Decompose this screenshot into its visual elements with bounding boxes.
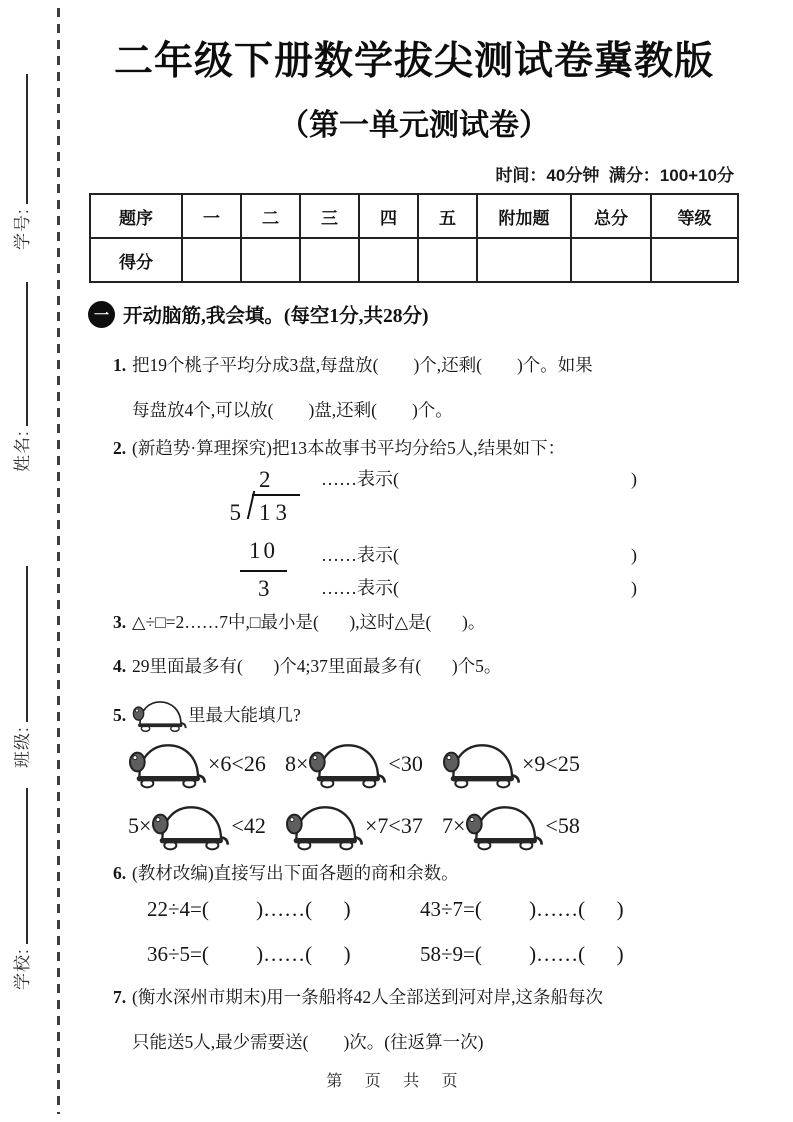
- col-two: 二: [241, 194, 300, 238]
- expression-suffix: <58: [545, 813, 580, 838]
- question-7: [88, 984, 740, 1055]
- student-id-field: [8, 74, 52, 250]
- expression-suffix: <30: [388, 751, 423, 776]
- question-1-line-1: 把19个桃子平均分成3盘,每盘放( )个,还剩( )个。如果: [132, 355, 593, 375]
- turtle-icon: [442, 739, 522, 789]
- question-5: [88, 697, 740, 733]
- turtle-expression: [442, 733, 599, 795]
- section-one-badge: 一: [88, 301, 115, 328]
- section-one-title: 开动脑筋,我会填。(每空1分,共28分): [123, 306, 429, 327]
- question-3-text: △÷□=2……7中,□最小是( ),这时△是( )。: [132, 612, 486, 632]
- score-cell: [359, 238, 418, 282]
- question-6-intro: (教材改编)直接写出下面各题的商和余数。: [132, 863, 459, 883]
- table-header-row: [90, 194, 738, 238]
- score-cell: [418, 238, 477, 282]
- expression-suffix: ×6<26: [208, 751, 266, 776]
- turtle-icon: [308, 739, 388, 789]
- remainder-meaning-label: ……表示(: [321, 578, 399, 598]
- class-label: 班级:: [13, 726, 32, 768]
- expression-suffix: ×9<25: [522, 751, 580, 776]
- question-3: [88, 609, 740, 635]
- paper-subtitle: （第一单元测试卷）: [279, 109, 549, 142]
- question-4-number: 4.: [113, 656, 127, 676]
- student-name-label: 姓名:: [13, 430, 32, 472]
- col-three: 三: [300, 194, 359, 238]
- closing-paren: ): [631, 469, 637, 489]
- division-remainder: 3: [258, 576, 270, 601]
- question-2-number: 2.: [113, 438, 127, 458]
- writing-line: [26, 74, 28, 204]
- score-cell: [241, 238, 300, 282]
- student-id-label: 学号:: [13, 208, 32, 250]
- writing-line: [26, 788, 28, 944]
- equation: 43÷7=( )……( ): [420, 897, 624, 921]
- writing-line: [26, 282, 28, 426]
- score-row: [90, 238, 738, 282]
- turtle-icon: [132, 697, 188, 733]
- turtle-expression: [285, 795, 442, 857]
- quotient-meaning-label: ……表示(: [321, 469, 399, 489]
- expression-suffix: ×7<37: [365, 813, 423, 838]
- turtle-expression: [442, 795, 599, 857]
- turtle-expression: [285, 733, 442, 795]
- col-one: 一: [182, 194, 241, 238]
- paper-content: [88, 0, 740, 1122]
- col-question-order: 题序: [90, 194, 182, 238]
- dashed-cut-line: [57, 8, 60, 1114]
- question-1-number: 1.: [113, 355, 127, 375]
- turtle-icon: [465, 801, 545, 851]
- time-score-info: 时间：40分钟 满分：100+10分: [495, 166, 734, 185]
- question-2-intro: (新趋势·算理探究)把13本故事书平均分给5人,结果如下：: [132, 438, 566, 458]
- writing-line: [26, 566, 28, 722]
- score-cell: [182, 238, 241, 282]
- score-cell: [571, 238, 651, 282]
- turtle-expression: [128, 733, 285, 795]
- expression-prefix: 8×: [285, 751, 309, 776]
- score-cell: [477, 238, 571, 282]
- question-6: [88, 860, 740, 886]
- question-1-line-2: 每盘放4个,可以放( )盘,还剩( )个。: [132, 400, 453, 420]
- paper-title: 二年级下册数学拔尖测试卷冀教版: [113, 40, 714, 83]
- division-dividend: 13: [252, 494, 300, 529]
- score-cell: [300, 238, 359, 282]
- closing-paren: ): [631, 578, 637, 598]
- expression-prefix: 7×: [442, 813, 466, 838]
- question-5-number: 5.: [113, 705, 127, 725]
- division-bracket-row: [225, 496, 637, 529]
- turtle-icon: [151, 801, 231, 851]
- division-product-row: [225, 539, 637, 572]
- col-bonus: 附加题: [477, 194, 571, 238]
- question-7-line-1: (衡水深州市期末)用一条船将42人全部送到河对岸,这条船每次: [132, 987, 604, 1007]
- question-4: [88, 653, 740, 679]
- equation: 58÷9=( )……( ): [420, 942, 624, 966]
- division-product: 10: [240, 534, 287, 572]
- division-equations-grid: [147, 895, 624, 968]
- question-1: [88, 352, 740, 423]
- expression-prefix: 5×: [128, 813, 152, 838]
- question-7-number: 7.: [113, 987, 127, 1007]
- school-label: 学校:: [13, 948, 32, 990]
- col-four: 四: [359, 194, 418, 238]
- closing-paren: ): [631, 545, 637, 565]
- equation: 36÷5=( )……( ): [147, 942, 351, 966]
- student-name-field: [8, 282, 52, 472]
- col-five: 五: [418, 194, 477, 238]
- division-divisor: 5: [229, 500, 241, 525]
- class-field: [8, 566, 52, 768]
- question-3-number: 3.: [113, 612, 127, 632]
- score-row-label: 得分: [90, 238, 182, 282]
- question-5-text: 里最大能填几?: [188, 705, 301, 725]
- turtle-icon: [285, 801, 365, 851]
- equation: 22÷4=( )……( ): [147, 897, 351, 921]
- question-2: [88, 435, 740, 461]
- school-field: [8, 788, 52, 990]
- division-quotient: 2: [259, 467, 271, 492]
- col-total: 总分: [571, 194, 651, 238]
- turtle-expression: [128, 795, 285, 857]
- turtle-expression-row-2: [128, 795, 740, 857]
- division-remainder-row: [225, 572, 637, 605]
- turtle-expression-row-1: [128, 733, 740, 795]
- long-division-diagram: [225, 463, 637, 605]
- score-cell: [651, 238, 738, 282]
- page-footer: 第 页 共 页: [326, 1073, 467, 1090]
- col-grade: 等级: [651, 194, 738, 238]
- section-one-heading: [88, 300, 740, 328]
- question-7-line-2: 只能送5人,最少需要送( )次。(往返算一次): [132, 1032, 484, 1052]
- product-meaning-label: ……表示(: [321, 545, 399, 565]
- expression-suffix: <42: [231, 813, 266, 838]
- question-4-text: 29里面最多有( )个4;37里面最多有( )个5。: [132, 656, 502, 676]
- turtle-icon: [128, 739, 208, 789]
- score-table: [89, 193, 739, 283]
- question-6-number: 6.: [113, 863, 127, 883]
